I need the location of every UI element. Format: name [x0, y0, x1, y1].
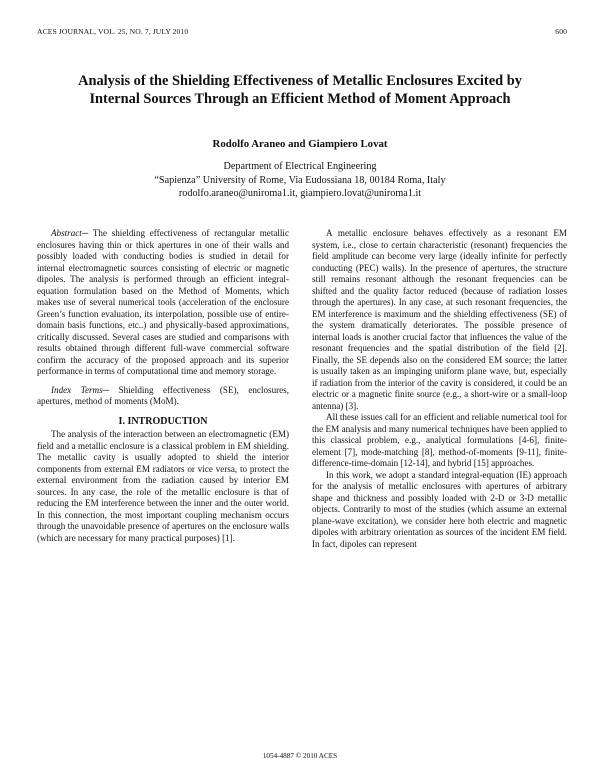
- running-head: [37, 27, 567, 39]
- copyright-footer: 1054-4887 © 2010 ACES: [262, 752, 338, 760]
- department: Department of Electrical Engineering: [223, 161, 377, 172]
- body-paragraph: In this work, we adopt a standard integral-equation (IE) approach for the analysis of metallic enclosures with apertures of arbitrary shape and thickness and possibly loaded with 2-D or 3-D metallic objects. Contrarily to most of the studies (which assume an external plane-wave excitation), we consider here both electric and magnetic dipoles with arbitrary orientation as sources of the incident EM field. In fact, dipoles can represent: [312, 469, 567, 549]
- section-heading: I. INTRODUCTION: [118, 415, 208, 427]
- abstract: [37, 228, 289, 378]
- page-number: 600: [555, 27, 567, 36]
- abstract-label: Abstract: [51, 228, 82, 238]
- body-paragraph: A metallic enclosure behaves effectively as a resonant EM system, i.e., close to certain characteristic (resonant) frequencies the field amplitude can become very large (ideally infinite for perfectly conducting (PEC) walls). In the presence of apertures, the structure still remains resonant although the resonant frequencies can be shifted and the quality factor reduced (because of radiation losses through the apertures). In any case, at such resonant frequencies, the EM interference is maximum and the shielding effectiveness (SE) of the system dramatically deteriorates. The possible presence of internal loads is another crucial factor that influences the value of the resonant frequencies and the spatial distribution of the field [2]. Finally, the SE depends also on the considered EM source; the latter is usually taken as an impinging uniform plane wave, but, especially if radiation from the interior of the cavity is considered, it could be an electric or a magnetic finite source (e.g., a short-wire or a small-loop antenna) [3].: [312, 228, 567, 411]
- index-terms: [37, 385, 289, 408]
- affiliation-block: [0, 160, 600, 201]
- author-list: Rodolfo Araneo and Giampiero Lovat: [212, 138, 388, 150]
- right-column: [312, 228, 567, 550]
- author-emails: rodolfo.araneo@uniroma1.it, giampiero.lovat@uniroma1.it: [178, 188, 422, 199]
- abstract-dash: ─: [81, 228, 89, 238]
- university-address: “Sapienza” University of Rome, Via Eudossiana 18, 00184 Roma, Italy: [154, 174, 446, 186]
- index-terms-label: Index Terms: [51, 384, 103, 395]
- intro-paragraph: The analysis of the interaction between an electromagnetic (EM) field and a metallic enclosure is a classical problem in EM shielding. The metallic cavity is usually adopted to shield the interior components from external EM radiators or vice versa, to protect the external environment from the radiation caused by interior EM sources. In any case, the role of the metallic enclosure is that of reducing the EM interference between the inner and the outer world. In this connection, the most important coupling mechanism occurs through the unavoidable presence of apertures on the enclosure walls (which are necessary for many practical purposes) [1].: [37, 429, 289, 543]
- body-paragraph: All these issues call for an efficient and reliable numerical tool for the EM analysis and many numerical techniques have been applied to this classical problem, e.g., analytical formulations [4-6], finite-element [7], mode-matching [8], method-of-moments [9-11], finite-difference-time-domain [12-14], and hybrid [15] approaches.: [312, 412, 567, 469]
- index-terms-dash: ─: [102, 384, 110, 395]
- paper-title: Analysis of the Shielding Effectiveness of Metallic Enclosures Excited by Internal Sources Through an Efficient Method of Moment Approach: [78, 73, 522, 107]
- index-terms-text: Shielding effectiveness (SE), enclosures, apertures, method of moments (MoM).: [37, 384, 289, 407]
- journal-citation: ACES JOURNAL, VOL. 25, NO. 7, JULY 2010: [37, 27, 189, 36]
- abstract-text: The shielding effectiveness of rectangular metallic enclosures having thin or thick apertures in one of their walls and possibly loaded with conducting bodies is studied in detail for internal electromagnetic sources consisting of electric or magnetic dipoles. The analysis is performed through an efficient integral-equation formulation based on the Method of Moments, which makes use of several numerical tools (acceleration of the enclosure Green’s function evaluation, its interpolation, possible use of entire-domain basis functions, etc..) and physically-based approximations, critically discussed. Several cases are studied and comparisons with results obtained through different full-wave commercial software confirm the accuracy of the proposed approach and its superior performance in terms of computational time and memory storage.: [37, 228, 289, 377]
- left-column: [37, 228, 289, 544]
